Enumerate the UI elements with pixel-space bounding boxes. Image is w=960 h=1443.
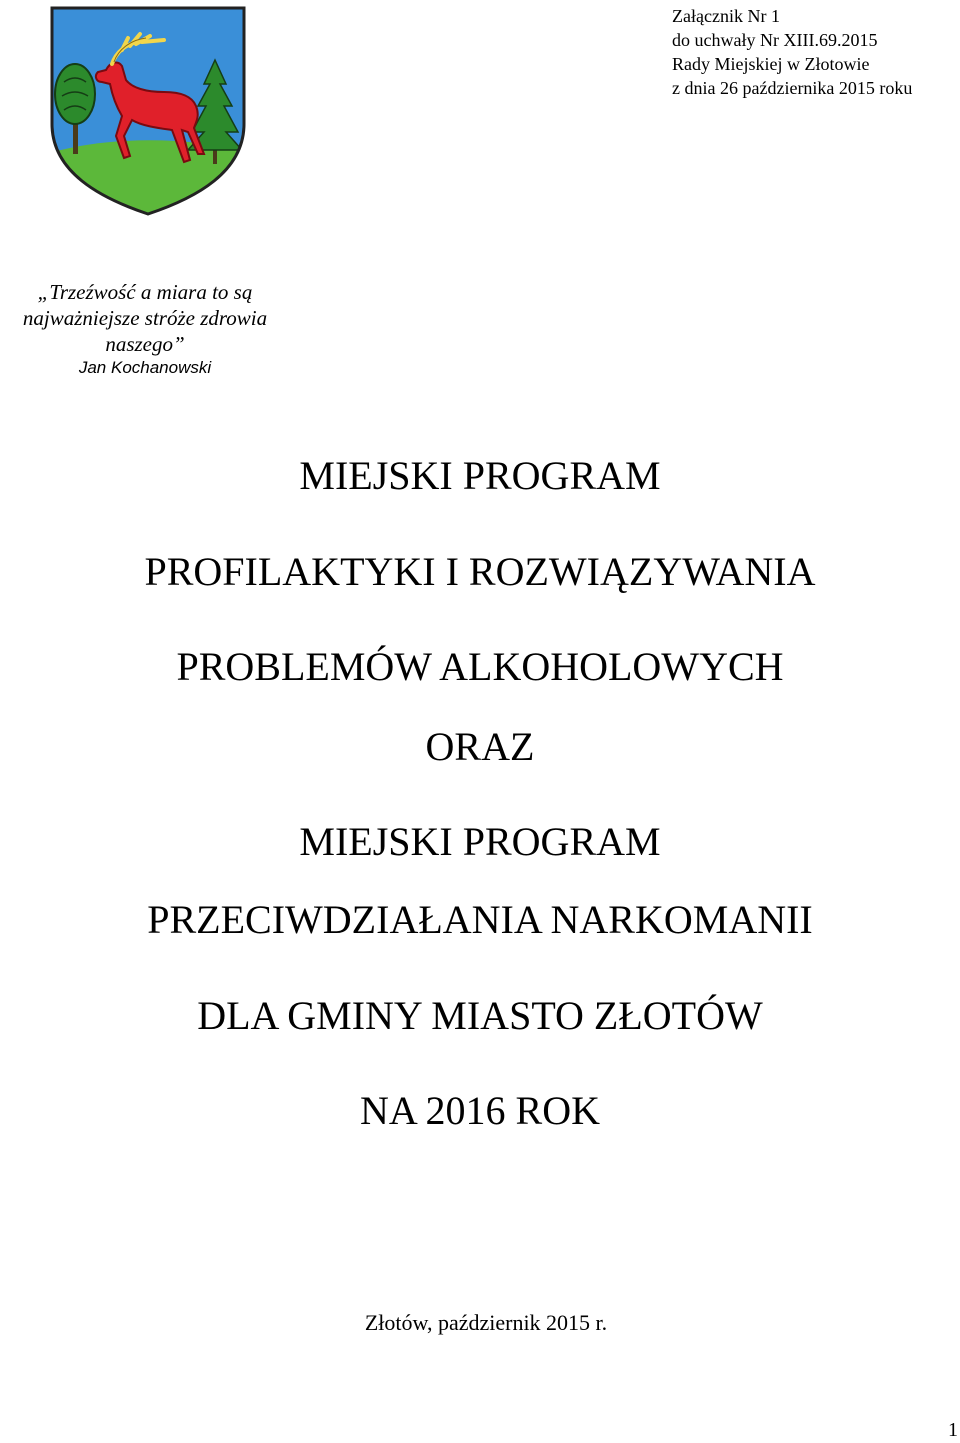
title-line: NA 2016 ROK — [359, 1088, 601, 1133]
annex-council: Rady Miejskiej w Złotowie — [672, 54, 870, 74]
quote-author: Jan Kochanowski — [78, 358, 212, 377]
annex-resolution: do uchwały Nr XIII.69.2015 — [672, 30, 878, 50]
annex-header — [672, 4, 957, 100]
quote-line: naszego” — [105, 332, 185, 356]
title-line: PRZECIWDZIAŁANIA NARKOMANII — [147, 897, 813, 942]
title-line: MIEJSKI PROGRAM — [299, 453, 661, 498]
epigraph-quote — [0, 279, 290, 379]
coat-of-arms-icon — [46, 4, 250, 218]
annex-number: Załącznik Nr 1 — [672, 6, 780, 26]
quote-line: najważniejsze stróże zdrowia — [22, 306, 268, 330]
title-line: ORAZ — [425, 724, 535, 769]
title-line: PROBLEMÓW ALKOHOLOWYCH — [176, 644, 784, 689]
title-line: MIEJSKI PROGRAM — [299, 819, 661, 864]
quote-line: „Trzeźwość a miara to są — [37, 280, 253, 304]
place-and-date: Złotów, październik 2015 r. — [364, 1310, 608, 1335]
page-number: 1 — [948, 1419, 958, 1441]
title-line: PROFILAKTYKI I ROZWIĄZYWANIA — [144, 549, 816, 594]
annex-date: z dnia 26 października 2015 roku — [672, 78, 913, 98]
title-line: DLA GMINY MIASTO ZŁOTÓW — [197, 993, 763, 1038]
